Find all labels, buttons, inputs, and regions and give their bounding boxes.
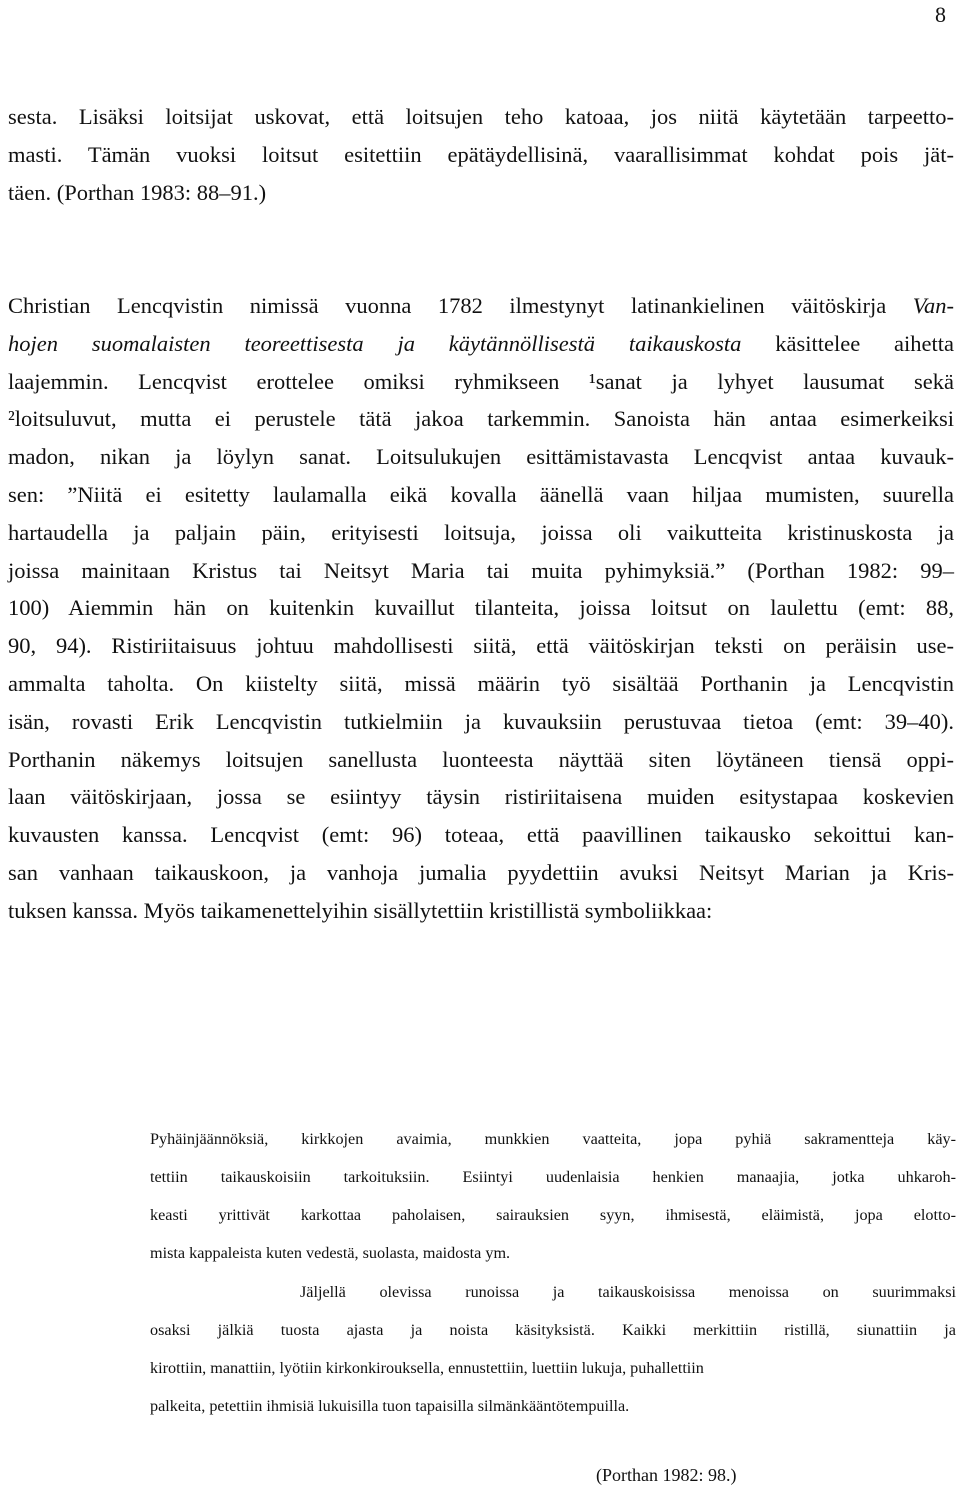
quote-line: keasti yrittivät karkottaa paholaisen, sairauksien syyn, ihmisestä, eläimistä, jopa elotto- — [150, 1206, 956, 1224]
quote-line: tettiin taikauskoisiin tarkoituksiin. Esiintyi uudenlaisia henkien manaajia, jotka uhkaroh- — [150, 1168, 956, 1186]
paragraph-1 — [8, 98, 954, 211]
quote-citation: (Porthan 1982: 98.) — [596, 1465, 737, 1485]
paragraph-2 — [8, 287, 954, 930]
paragraph-2-line: hartaudella ja paljain päin, erityisesti loitsuja, joissa oli vaikutteita kristinuskosta ja — [8, 519, 954, 545]
paragraph-1-line: masti. Tämän vuoksi loitsut esitettiin epätäydellisinä, vaarallisimmat kohdat pois jät- — [8, 141, 954, 167]
paragraph-2-line: isän, rovasti Erik Lencqvistin tutkielmiin ja kuvauksiin perustuvaa tietoa (emt: 39–40). — [8, 708, 954, 734]
paragraph-2-line: ammalta taholta. On kiistelty siitä, missä määrin työ sisältää Porthanin ja Lencqvistin — [8, 670, 954, 696]
quote-line: kirottiin, manattiin, lyötiin kirkonkirouksella, ennustettiin, luettiin lukuja, puhallettiin — [150, 1359, 704, 1377]
paragraph-2-line: sen: ”Niitä ei esitetty laulamalla eikä kovalla äänellä vaan hiljaa mumisten, suurella — [8, 481, 954, 507]
paragraph-2-line: joissa mainitaan Kristus tai Neitsyt Maria tai muita pyhimyksiä.” (Porthan 1982: 99– — [8, 557, 954, 583]
paragraph-2-line: Porthanin näkemys loitsujen sanellusta luonteesta näyttää siten löytäneen tiensä oppi- — [8, 746, 954, 772]
paragraph-1-line: täen. (Porthan 1983: 88–91.) — [8, 179, 267, 205]
paragraph-2-line: laajemmin. Lencqvist erottelee omiksi ryhmikseen ¹sanat ja lyhyet lausumat sekä — [8, 368, 954, 394]
paragraph-2-line: 100) Aiemmin hän on kuitenkin kuvaillut tilanteita, joissa loitsut on laulettu (emt: 88, — [8, 595, 954, 621]
paragraph-2-line: kuvausten kanssa. Lencqvist (emt: 96) toteaa, että paavillinen taikausko sekoittui kan- — [8, 822, 954, 848]
paragraph-2-line — [8, 325, 954, 363]
paragraph-2-line: ²loitsuluvut, mutta ei perustele tätä jakoa tarkemmin. Sanoista hän antaa esimerkeiksi — [8, 406, 954, 432]
paragraph-2-line: madon, nikan ja löylyn sanat. Loitsulukujen esittämistavasta Lencqvist antaa kuvauk- — [8, 444, 954, 470]
paragraph-2-line: laan väitöskirjaan, jossa se esiintyy täysin ristiriitaisena muiden esitystapaa koskevien — [8, 784, 954, 810]
paragraph-2-line — [8, 287, 954, 325]
paragraph-2-line: san vanhaan taikauskoon, ja vanhoja jumalia pyydettiin avuksi Neitsyt Marian ja Kris- — [8, 859, 954, 885]
quote-line: Jäljellä olevissa runoissa ja taikauskoisissa menoissa on suurimmaksi — [300, 1283, 956, 1301]
paragraph-2-line: tuksen kanssa. Myös taikamenettelyihin sisällytettiin kristillistä symboliikkaa: — [8, 897, 713, 923]
thesis-title-end: hojen suomalaisten teoreettisesta ja käytännöllisestä taikauskosta — [8, 330, 742, 356]
block-quote-2 — [150, 1273, 956, 1425]
quote-line: mista kappaleista kuten vedestä, suolasta, maidosta ym. — [150, 1244, 511, 1262]
paragraph-1-line: sesta. Lisäksi loitsijat uskovat, että loitsujen teho katoaa, jos niitä käytetään tarpeetto- — [8, 104, 954, 129]
quote-line: palkeita, petettiin ihmisiä lukuisilla tuon tapaisilla silmänkääntötempuilla. — [150, 1397, 630, 1415]
paragraph-2-line-1-text: Christian Lencqvistin nimissä vuonna 1782 ilmestynyt latinankielinen väitöskirja — [8, 293, 913, 318]
page-number: 8 — [935, 2, 946, 27]
thesis-title-start: Van- — [912, 293, 954, 318]
paragraph-2-line: 90, 94). Ristiriitaisuus johtuu mahdollisesti siitä, että väitöskirjan teksti on peräisin use- — [8, 633, 954, 659]
quote-line: Pyhäinjäännöksiä, kirkkojen avaimia, munkkien vaatteita, jopa pyhiä sakramentteja käy- — [150, 1130, 956, 1148]
block-quote-1 — [150, 1120, 956, 1272]
quote-line: osaksi jälkiä tuosta ajasta ja noista käsityksistä. Kaikki merkittiin ristillä, siunattiin ja — [150, 1321, 956, 1339]
paragraph-2-line-2-text: käsittelee aihetta — [741, 330, 955, 356]
